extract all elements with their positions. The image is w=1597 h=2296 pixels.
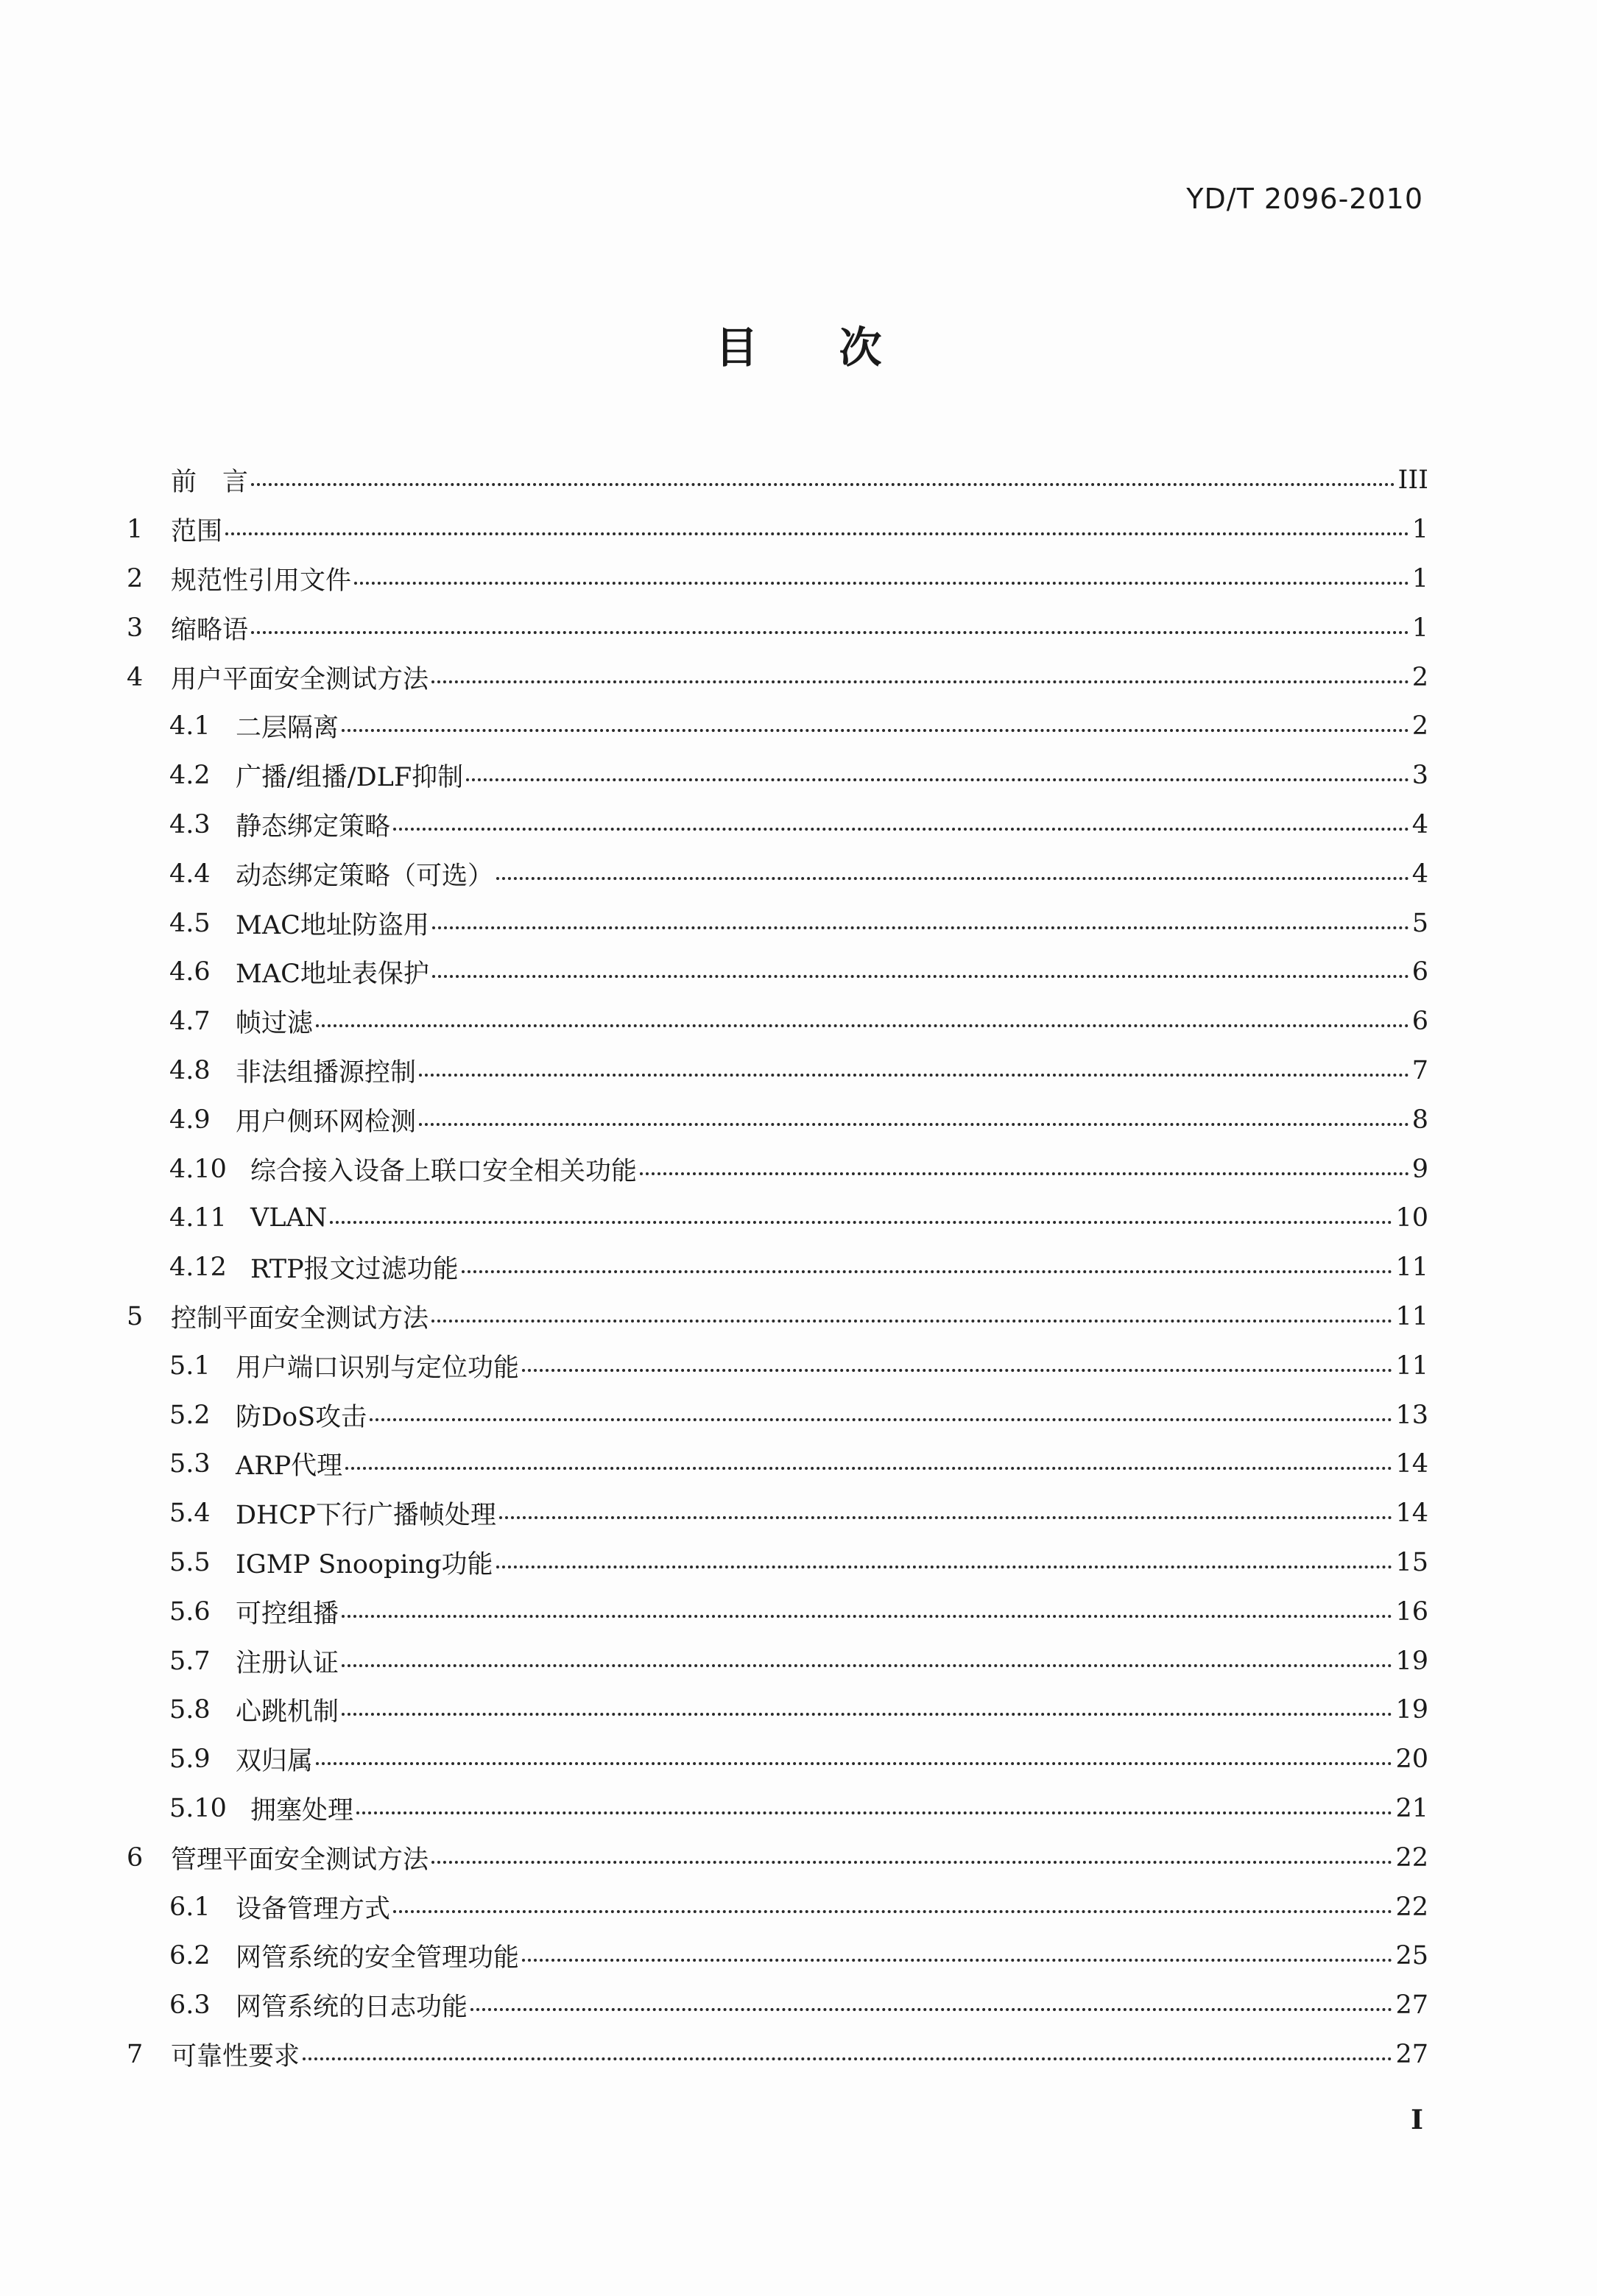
toc-dot-leader xyxy=(419,1123,1409,1126)
toc-entry-label: 综合接入设备上联口安全相关功能 xyxy=(250,1156,638,1186)
page-number: I xyxy=(1411,2105,1423,2135)
page-title: 目次 xyxy=(715,323,963,373)
toc-entry[interactable] xyxy=(127,1636,1428,1686)
toc-entry-label: 双归属 xyxy=(236,1747,314,1777)
toc-entry[interactable] xyxy=(127,1194,1428,1243)
toc-entry-label: 管理平面安全测试方法 xyxy=(171,1845,429,1875)
toc-entry-label: 帧过滤 xyxy=(236,1009,314,1039)
toc-dot-leader xyxy=(251,483,1395,486)
toc-entry[interactable] xyxy=(127,456,1428,505)
toc-dot-leader xyxy=(354,582,1409,585)
toc-entry-page: 9 xyxy=(1411,1154,1428,1184)
toc-entry-page: 2 xyxy=(1411,711,1428,742)
toc-entry[interactable] xyxy=(127,1686,1428,1735)
toc-entry[interactable] xyxy=(127,1784,1428,1834)
toc-entry-label: 静态绑定策略 xyxy=(236,811,391,842)
toc-entry-number: 4.6 xyxy=(169,957,211,987)
toc-dot-leader xyxy=(342,1664,1392,1667)
toc-dot-leader xyxy=(342,1713,1392,1716)
toc-entry-label: 范围 xyxy=(171,517,223,547)
toc-entry[interactable] xyxy=(127,505,1428,554)
toc-entry[interactable] xyxy=(127,948,1428,997)
toc-entry-label: MAC地址表保护 xyxy=(236,959,429,990)
toc-entry-number: 6.3 xyxy=(169,1990,211,2021)
toc-dot-leader xyxy=(640,1172,1409,1175)
toc-dot-leader xyxy=(342,1615,1392,1618)
toc-entry-label: 可控组播 xyxy=(236,1599,339,1629)
toc-dot-leader xyxy=(393,1910,1392,1913)
toc-entry[interactable] xyxy=(127,1292,1428,1342)
toc-dot-leader xyxy=(432,926,1409,929)
document-code: YD/T 2096-2010 xyxy=(1186,183,1423,215)
toc-entry-label: 动态绑定策略（可选） xyxy=(236,861,494,891)
toc-entry-page: 6 xyxy=(1411,1007,1428,1037)
toc-entry-number: 6.2 xyxy=(169,1941,211,1971)
toc-entry[interactable] xyxy=(127,997,1428,1046)
toc-dot-leader xyxy=(303,2057,1392,2060)
toc-entry-number: 5.2 xyxy=(169,1400,211,1430)
toc-entry-label: 用户侧环网检测 xyxy=(236,1107,417,1137)
toc-entry-number: 5.10 xyxy=(169,1793,227,1823)
toc-entry-number: 5 xyxy=(127,1301,144,1331)
toc-entry[interactable] xyxy=(127,1144,1428,1194)
toc-dot-leader xyxy=(496,877,1409,880)
toc-entry-label: 注册认证 xyxy=(236,1648,339,1678)
toc-entry-number: 4.1 xyxy=(169,711,211,742)
toc-dot-leader xyxy=(356,1811,1392,1814)
toc-entry[interactable] xyxy=(127,1981,1428,2030)
toc-entry[interactable] xyxy=(127,1390,1428,1440)
toc-entry-number: 5.8 xyxy=(169,1695,211,1725)
toc-entry-number: 4.5 xyxy=(169,908,211,938)
toc-entry-page: 5 xyxy=(1411,908,1428,938)
toc-entry-label: 用户平面安全测试方法 xyxy=(171,664,429,694)
toc-entry-page: 10 xyxy=(1395,1203,1428,1233)
toc-entry-number: 4.12 xyxy=(169,1253,227,1283)
toc-dot-leader xyxy=(499,1516,1393,1519)
toc-dot-leader xyxy=(342,729,1409,732)
toc-entry-label: 缩略语 xyxy=(171,615,249,645)
toc-dot-leader xyxy=(393,828,1409,831)
toc-entry-number: 5.5 xyxy=(169,1547,211,1577)
toc-entry-label: RTP报文过滤功能 xyxy=(250,1255,459,1285)
toc-entry-page: 21 xyxy=(1395,1793,1428,1823)
toc-entry[interactable] xyxy=(127,702,1428,751)
toc-entry-label: 控制平面安全测试方法 xyxy=(171,1303,429,1334)
toc-entry-page: 19 xyxy=(1395,1695,1428,1725)
toc-entry-number: 5.9 xyxy=(169,1744,211,1775)
toc-entry-page: 1 xyxy=(1411,515,1428,545)
toc-entry-label: 广播/组播/DLF抑制 xyxy=(236,763,464,793)
toc-entry-number: 2 xyxy=(127,563,144,594)
toc-entry-page: 27 xyxy=(1395,2039,1428,2069)
toc-entry-number: 4.8 xyxy=(169,1055,211,1085)
toc-entry[interactable] xyxy=(127,1440,1428,1489)
toc-entry-number: 4.9 xyxy=(169,1105,211,1135)
toc-entry-number: 6 xyxy=(127,1842,144,1873)
toc-entry-number: 4.11 xyxy=(169,1203,227,1233)
toc-entry-number: 7 xyxy=(127,2039,144,2069)
toc-entry-number: 4.4 xyxy=(169,859,211,889)
toc-dot-leader xyxy=(251,631,1409,634)
toc-entry-number: 5.3 xyxy=(169,1449,211,1479)
toc-entry-label: 规范性引用文件 xyxy=(171,566,352,596)
toc-entry-label: 用户端口识别与定位功能 xyxy=(236,1353,520,1383)
table-of-contents xyxy=(127,456,1428,2079)
toc-entry[interactable] xyxy=(127,1735,1428,1784)
toc-entry-label: 防DoS攻击 xyxy=(236,1402,367,1432)
toc-entry-page: 27 xyxy=(1395,1990,1428,2021)
toc-entry-page: 22 xyxy=(1395,1842,1428,1873)
toc-entry[interactable] xyxy=(127,1931,1428,1981)
toc-entry-label: 设备管理方式 xyxy=(236,1894,391,1924)
toc-entry[interactable] xyxy=(127,800,1428,850)
toc-entry-page: 11 xyxy=(1395,1351,1428,1381)
toc-entry-label: ARP代理 xyxy=(236,1451,343,1482)
toc-entry-label: 前 言 xyxy=(171,468,249,498)
toc-dot-leader xyxy=(431,680,1409,683)
toc-entry[interactable] xyxy=(127,1587,1428,1636)
toc-dot-leader xyxy=(370,1418,1392,1421)
toc-entry-page: 25 xyxy=(1395,1941,1428,1971)
toc-entry[interactable] xyxy=(127,1538,1428,1588)
toc-entry-page: 1 xyxy=(1411,613,1428,643)
toc-entry[interactable] xyxy=(127,1489,1428,1538)
toc-entry-number: 4.3 xyxy=(169,809,211,839)
toc-entry-page: 11 xyxy=(1395,1301,1428,1331)
toc-entry[interactable] xyxy=(127,1243,1428,1292)
toc-entry[interactable] xyxy=(127,1095,1428,1144)
toc-entry-label: 网管系统的日志功能 xyxy=(236,1993,468,2023)
toc-entry-label: 二层隔离 xyxy=(236,714,339,744)
toc-entry[interactable] xyxy=(127,603,1428,652)
toc-entry[interactable] xyxy=(127,849,1428,898)
toc-dot-leader xyxy=(432,975,1409,978)
toc-entry-number: 4.2 xyxy=(169,761,211,791)
toc-entry[interactable] xyxy=(127,898,1428,948)
toc-entry[interactable] xyxy=(127,554,1428,604)
toc-entry-number: 5.6 xyxy=(169,1596,211,1627)
toc-dot-leader xyxy=(522,1959,1392,1962)
toc-entry-page: 2 xyxy=(1411,662,1428,692)
toc-entry-label: 心跳机制 xyxy=(236,1697,339,1728)
toc-entry-page: 15 xyxy=(1395,1547,1428,1577)
toc-entry-label: IGMP Snooping功能 xyxy=(236,1549,493,1580)
toc-entry-number: 1 xyxy=(127,515,144,545)
toc-entry-page: 6 xyxy=(1411,957,1428,987)
toc-dot-leader xyxy=(462,1270,1393,1273)
toc-dot-leader xyxy=(316,1024,1409,1027)
toc-dot-leader xyxy=(419,1074,1409,1077)
toc-dot-leader xyxy=(470,2008,1392,2011)
toc-dot-leader xyxy=(522,1369,1392,1372)
toc-entry-label: 拥塞处理 xyxy=(250,1795,354,1825)
toc-entry-page: 7 xyxy=(1411,1055,1428,1085)
toc-entry-page: 13 xyxy=(1395,1400,1428,1430)
toc-entry-number: 3 xyxy=(127,613,144,643)
toc-dot-leader xyxy=(316,1762,1392,1765)
toc-dot-leader xyxy=(431,1861,1392,1864)
toc-entry-number: 6.1 xyxy=(169,1892,211,1922)
toc-entry-number: 4.7 xyxy=(169,1007,211,1037)
toc-entry-label: 可靠性要求 xyxy=(171,2041,300,2071)
toc-dot-leader xyxy=(330,1221,1392,1224)
toc-entry-page: 20 xyxy=(1395,1744,1428,1775)
toc-entry-page: 19 xyxy=(1395,1646,1428,1676)
toc-entry-page: 14 xyxy=(1395,1499,1428,1529)
toc-entry-page: 8 xyxy=(1411,1105,1428,1135)
toc-entry-number: 4.10 xyxy=(169,1154,227,1184)
toc-entry-label: 网管系统的安全管理功能 xyxy=(236,1943,520,1973)
toc-entry-label: DHCP下行广播帧处理 xyxy=(236,1501,496,1531)
toc-entry-label: 非法组播源控制 xyxy=(236,1057,417,1088)
toc-entry[interactable] xyxy=(127,1882,1428,1931)
toc-entry-number: 4 xyxy=(127,662,144,692)
toc-entry-page: III xyxy=(1397,465,1428,496)
toc-entry[interactable] xyxy=(127,751,1428,800)
toc-entry-number: 5.7 xyxy=(169,1646,211,1676)
toc-entry[interactable] xyxy=(127,652,1428,702)
toc-entry-page: 22 xyxy=(1395,1892,1428,1922)
toc-dot-leader xyxy=(496,1566,1393,1568)
toc-dot-leader xyxy=(225,532,1409,535)
toc-entry[interactable] xyxy=(127,1833,1428,1882)
toc-entry[interactable] xyxy=(127,2030,1428,2080)
toc-entry-page: 4 xyxy=(1411,859,1428,889)
toc-entry-page: 4 xyxy=(1411,809,1428,839)
toc-entry-page: 11 xyxy=(1395,1253,1428,1283)
toc-entry-page: 16 xyxy=(1395,1596,1428,1627)
toc-entry[interactable] xyxy=(127,1341,1428,1390)
toc-entry-page: 3 xyxy=(1411,761,1428,791)
toc-entry-number: 5.4 xyxy=(169,1499,211,1529)
toc-dot-leader xyxy=(466,778,1409,781)
toc-entry[interactable] xyxy=(127,1046,1428,1096)
toc-entry-label: VLAN xyxy=(250,1203,328,1233)
toc-entry-number: 5.1 xyxy=(169,1351,211,1381)
toc-dot-leader xyxy=(345,1467,1392,1470)
toc-entry-page: 14 xyxy=(1395,1449,1428,1479)
toc-entry-page: 1 xyxy=(1411,563,1428,594)
toc-dot-leader xyxy=(431,1320,1392,1323)
toc-entry-label: MAC地址防盗用 xyxy=(236,910,429,940)
